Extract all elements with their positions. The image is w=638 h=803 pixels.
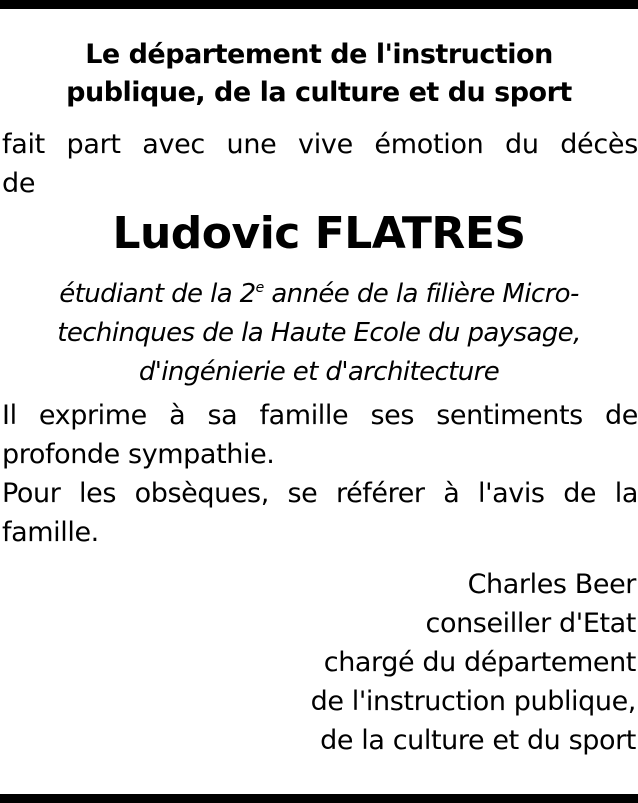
message-line-3: Pour les obsèques, se référer à l'avis de la [2, 478, 638, 509]
notice-heading [0, 36, 638, 112]
heading-line-2: publique, de la culture et du sport [66, 77, 572, 108]
role-line-2: techinques de la Haute Ecole du paysage, [57, 318, 581, 348]
deceased-name: Ludovic FLATRES [112, 208, 526, 259]
intro-line-1: fait part avec une vive émotion du décès [2, 129, 638, 160]
signature-title: conseiller d'Etat [425, 608, 636, 639]
bottom-border-rule [0, 794, 638, 803]
message-line-1: Il exprime à sa famille ses sentiments de [2, 400, 638, 431]
deceased-role [0, 275, 638, 392]
signature-name: Charles Beer [467, 569, 636, 600]
intro-line-2: de [2, 168, 36, 199]
signature-line-3: chargé du département [323, 647, 636, 678]
signature-block [116, 565, 636, 760]
top-border-rule [0, 0, 638, 9]
role-line-1-before: étudiant de la 2 [59, 279, 256, 309]
condolence-message [2, 396, 638, 552]
signature-line-5: de la culture et du sport [320, 725, 636, 756]
message-line-4: famille. [2, 517, 99, 548]
role-line-3: d'ingénierie et d'architecture [138, 357, 500, 387]
message-line-2: profonde sympathie. [2, 439, 275, 470]
intro-text [2, 125, 638, 203]
role-line-1 [0, 275, 638, 314]
heading-line-1: Le département de l'instruction [85, 39, 553, 70]
signature-line-4: de l'instruction publique, [310, 686, 636, 717]
role-line-1-after: année de la filière Micro- [263, 279, 579, 309]
role-ordinal-superscript: e [255, 280, 264, 296]
